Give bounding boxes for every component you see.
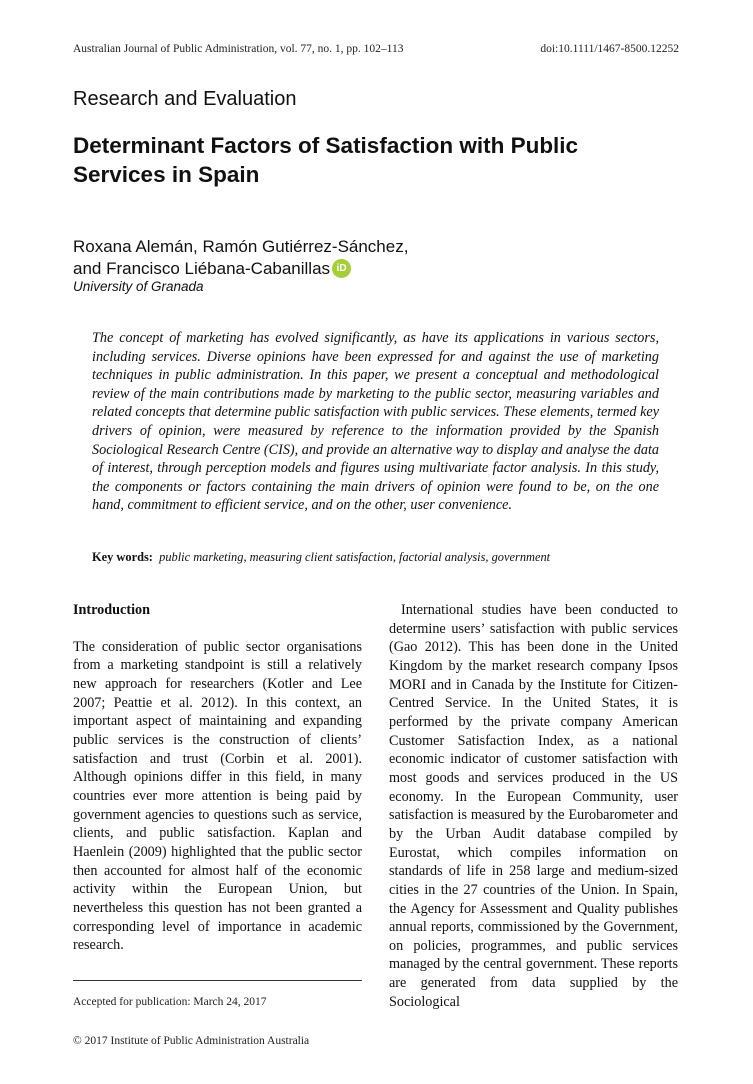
affiliation: University of Granada	[73, 279, 204, 294]
keyword-separator: ,	[485, 550, 492, 564]
author-line-2	[73, 258, 408, 280]
article-title: Determinant Factors of Satisfaction with Public Services in Spain	[73, 133, 579, 187]
keywords-label: Key words:	[92, 550, 153, 564]
body-paragraph: The consideration of public sector organisations from a marketing standpoint is still a relatively new approach for researchers (Kotler and Lee 2007; Peattie et al. 2012). In this context, an important aspect of maintaining and expanding public services is the construction of clients’ satisfaction and trust (Corbin et al. 2001). Although opinions differ in this field, in many countries ever more attention is being paid by government agencies to questions such as service, clients, and public satisfaction. Kaplan and Haenlein (2009) highlighted that the public sector then accounted for almost half of the economic activity within the European Union, but nevertheless this question has not been granted a corresponding level of importance in academic research.	[73, 638, 362, 954]
footnote-divider	[73, 980, 362, 981]
section-label: Research and Evaluation	[73, 88, 297, 110]
journal-citation: Australian Journal of Public Administration, vol. 77, no. 1, pp. 102–113	[73, 43, 404, 55]
keyword-separator: ,	[392, 550, 400, 564]
keywords	[92, 550, 672, 565]
left-column	[73, 601, 362, 955]
running-header	[73, 43, 679, 55]
keyword-item: measuring client satisfaction	[249, 550, 393, 564]
orcid-icon[interactable]: iD	[332, 259, 351, 278]
abstract: The concept of marketing has evolved significantly, as have its applications in various sectors, including services. Diverse opinions have been expressed for and against the use of marketing techniques in public administration. In this paper, we present a conceptual and methodological review of the main contributions made by marketing to the public sector, measuring variables and related concepts that determine public satisfaction with public services. These elements, termed key drivers of opinion, were measured by reference to the information provided by the Spanish Sociological Research Centre (CIS), and provide an alternative way to display and analyse the data of interest, through perception models and figures using multivariate factor analysis. In this study, the components or factors containing the main drivers of opinion were found to be, on the one hand, commitment to efficient service, and on the other, user convenience.	[92, 330, 659, 514]
copyright-notice: © 2017 Institute of Public Administration Australia	[73, 1035, 310, 1047]
keyword-item: public marketing	[159, 550, 244, 564]
body-paragraph: International studies have been conducted to determine users’ satisfaction with public services (Gao 2012). This has been done in the United Kingdom by the market research company Ipsos MORI and in Canada by the Institute for Citizen-Centred Service. In the United States, it is performed by the private company American Customer Satisfaction Index, as a national economic indicator of customer satisfaction with most goods and services produced in the US economy. In the European Community, user satisfaction is measured by the Eurobarometer and by the Urban Audit database compiled by Eurostat, which compiles information on standards of life in 258 large and medium-sized cities in the 27 countries of the Union. In Spain, the Agency for Assessment and Quality publishes annual reports, commissioned by the Government, on policies, programmes, and public services managed by the central government. These reports are generated from data supplied by the Sociological	[389, 602, 678, 1010]
doi-link[interactable]: doi:10.1111/1467-8500.12252	[540, 43, 679, 55]
keyword-separator: ,	[243, 550, 250, 564]
footnote: Accepted for publication: March 24, 2017	[73, 996, 267, 1008]
keyword-item: government	[491, 550, 551, 564]
author-line-1: Roxana Alemán, Ramón Gutiérrez-Sánchez,	[73, 237, 409, 256]
section-heading-introduction: Introduction	[73, 602, 150, 618]
keyword-item: factorial analysis	[399, 550, 486, 564]
author-list	[73, 236, 408, 280]
author-line-2-text: and Francisco Liébana-Cabanillas	[73, 259, 331, 278]
right-column	[389, 601, 678, 1011]
